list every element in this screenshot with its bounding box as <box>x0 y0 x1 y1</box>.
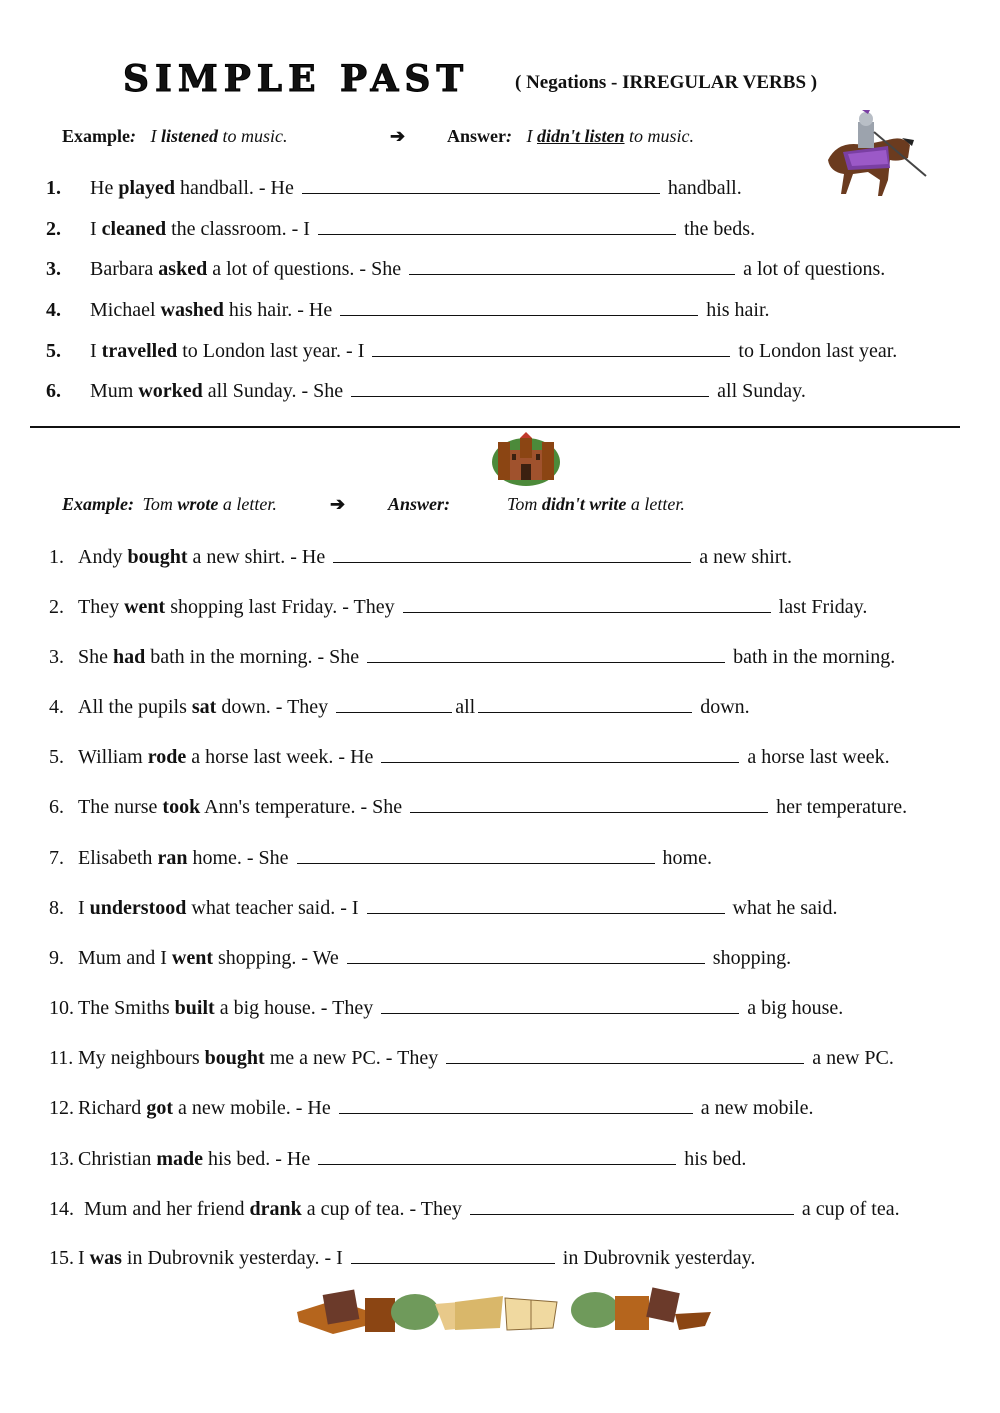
item-number: 7. <box>49 847 64 869</box>
exercise-2-item <box>49 1146 746 1171</box>
answer-blank[interactable] <box>478 694 692 713</box>
answer-blank[interactable] <box>403 594 771 613</box>
item-number: 6. <box>49 796 64 818</box>
answer-blank[interactable] <box>318 216 676 235</box>
item-text: Mum worked all Sunday. - She <box>90 380 349 402</box>
item-text: Andy bought a new shirt. - He <box>78 546 331 568</box>
item-number: 9. <box>49 947 64 969</box>
item-ending: what he said. <box>727 897 838 919</box>
item-number: 4. <box>49 696 64 718</box>
item-number: 4. <box>46 299 61 321</box>
answer-blank[interactable] <box>351 1245 555 1264</box>
arrow-icon: ➔ <box>330 494 346 514</box>
item-number: 5. <box>46 340 61 362</box>
item-number: 14. <box>49 1198 74 1220</box>
answer-blank[interactable] <box>381 995 739 1014</box>
item-text: Mum and I went shopping. - We <box>78 947 344 969</box>
answer-blank[interactable] <box>340 297 698 316</box>
exercise-2-item <box>49 945 791 970</box>
exercise-2-item <box>49 544 792 569</box>
answer-blank[interactable] <box>381 744 739 763</box>
item-text: William rode a horse last week. - He <box>78 746 379 768</box>
knight-on-horse-illustration <box>818 110 928 202</box>
item-ending: home. <box>657 847 712 869</box>
exercise-1-item <box>46 338 897 363</box>
item-ending: his hair. <box>701 299 770 321</box>
item-ending: last Friday. <box>773 596 868 618</box>
answer-blank[interactable] <box>339 1095 693 1114</box>
item-number: 2. <box>46 218 61 240</box>
item-ending: a horse last week. <box>742 746 890 768</box>
item-ending: shopping. <box>707 947 792 969</box>
item-number: 5. <box>49 746 64 768</box>
item-text: Elisabeth ran home. - She <box>78 847 294 869</box>
item-number: 1. <box>49 546 64 568</box>
item-number: 10. <box>49 997 74 1019</box>
example-2-answer: Tom didn't write a letter. <box>507 494 685 514</box>
answer-blank[interactable] <box>409 256 735 275</box>
item-text: Christian made his bed. - He <box>78 1148 316 1170</box>
exercise-1-item <box>46 256 885 281</box>
item-text: All the pupils sat down. - They <box>78 696 334 718</box>
item-ending: handball. <box>662 177 742 199</box>
item-text: I cleaned the classroom. - I <box>90 218 315 240</box>
exercise-2-item <box>49 744 890 769</box>
answer-blank[interactable] <box>367 895 725 914</box>
example-2-sentence: Example: Tom wrote a letter. <box>62 494 277 514</box>
worksheet-title: SIMPLE PAST <box>123 58 470 100</box>
item-text: Richard got a new mobile. - He <box>78 1097 336 1119</box>
item-number: 6. <box>46 380 61 402</box>
item-ending: all Sunday. <box>712 380 806 402</box>
exercise-2-item <box>49 1095 813 1120</box>
item-ending: a big house. <box>742 997 844 1019</box>
example-label: Example: <box>62 126 137 146</box>
item-ending: a cup of tea. <box>796 1198 900 1220</box>
example-2-answer-label: Answer: <box>388 494 451 514</box>
item-number: 3. <box>49 646 64 668</box>
item-text: I travelled to London last year. - I <box>90 340 370 362</box>
castle-illustration <box>490 432 562 488</box>
answer-blank[interactable] <box>470 1196 794 1215</box>
item-ending: down. <box>695 696 750 718</box>
item-text: Mum and her friend drank a cup of tea. - They <box>84 1198 467 1220</box>
example-1-answer: Answer: I didn't listen to music. <box>447 126 695 146</box>
exercise-2-item <box>49 644 895 669</box>
item-ending: in Dubrovnik yesterday. <box>557 1247 756 1269</box>
answer-blank[interactable] <box>336 694 452 713</box>
item-text: Michael washed his hair. - He <box>90 299 338 321</box>
exercise-2-item <box>49 895 838 920</box>
item-ending: the beds. <box>678 218 756 240</box>
worksheet-subtitle: ( Negations - IRREGULAR VERBS ) <box>515 72 818 93</box>
item-ending: bath in the morning. <box>728 646 896 668</box>
item-ending: her temperature. <box>771 796 908 818</box>
item-text: My neighbours bought me a new PC. - They <box>78 1047 444 1069</box>
exercise-2-item <box>49 845 712 870</box>
item-number: 13. <box>49 1148 74 1170</box>
item-text: I understood what teacher said. - I <box>78 897 364 919</box>
answer-blank[interactable] <box>351 378 709 397</box>
exercise-2-item <box>49 1196 900 1221</box>
item-inner-word: all <box>455 696 476 718</box>
item-number: 11. <box>49 1047 74 1069</box>
exercise-1-item <box>46 175 742 200</box>
answer-blank[interactable] <box>410 794 768 813</box>
answer-blank[interactable] <box>318 1146 676 1165</box>
item-ending: a lot of questions. <box>738 258 886 280</box>
exercise-2-item <box>49 995 843 1020</box>
arrow-icon: ➔ <box>390 126 406 146</box>
example-1-sentence: Example: I listened to music. <box>62 126 288 146</box>
item-number: 12. <box>49 1097 74 1119</box>
section-divider <box>30 426 960 428</box>
item-ending: his bed. <box>679 1148 747 1170</box>
answer-blank[interactable] <box>446 1045 804 1064</box>
item-text: They went shopping last Friday. - They <box>78 596 400 618</box>
answer-blank[interactable] <box>367 644 725 663</box>
item-number: 2. <box>49 596 64 618</box>
answer-blank[interactable] <box>297 845 655 864</box>
exercise-1-item <box>46 378 806 403</box>
item-ending: a new PC. <box>807 1047 894 1069</box>
item-text: He played handball. - He <box>90 177 299 199</box>
exercise-2-item <box>49 1245 755 1270</box>
item-ending: to London last year. <box>733 340 898 362</box>
exercise-2-item <box>49 794 907 819</box>
answer-blank[interactable] <box>333 544 691 563</box>
item-text: The Smiths built a big house. - They <box>78 997 379 1019</box>
answer-blank[interactable] <box>347 945 705 964</box>
item-text: The nurse took Ann's temperature. - She <box>78 796 408 818</box>
item-text: She had bath in the morning. - She <box>78 646 365 668</box>
exercise-2-item <box>49 694 750 719</box>
item-number: 3. <box>46 258 61 280</box>
item-ending: a new shirt. <box>694 546 792 568</box>
item-number: 1. <box>46 177 61 199</box>
books-decoration-illustration <box>295 1286 713 1336</box>
exercise-1-item <box>46 216 755 241</box>
item-text: Barbara asked a lot of questions. - She <box>90 258 407 280</box>
answer-blank[interactable] <box>372 338 730 357</box>
item-text: I was in Dubrovnik yesterday. - I <box>78 1247 348 1269</box>
item-ending: a new mobile. <box>695 1097 814 1119</box>
exercise-1-item <box>46 297 770 322</box>
item-number: 15. <box>49 1247 74 1269</box>
answer-blank[interactable] <box>302 175 660 194</box>
item-number: 8. <box>49 897 64 919</box>
exercise-2-item <box>49 1045 894 1070</box>
answer-label: Answer: <box>447 126 512 146</box>
exercise-2-item <box>49 594 867 619</box>
